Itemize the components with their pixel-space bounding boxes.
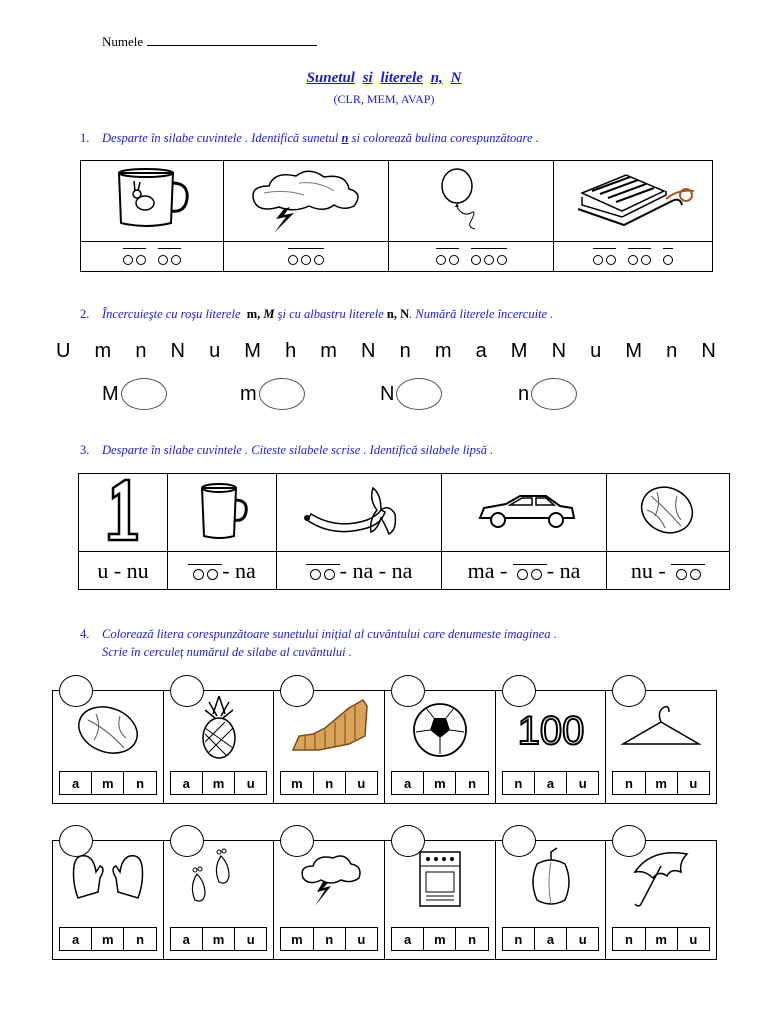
- picture-cell: [606, 841, 716, 959]
- picture-cell: [224, 161, 389, 242]
- sequence-letter[interactable]: N: [701, 340, 716, 362]
- walnut-icon: [607, 474, 729, 546]
- letter-choices: [391, 771, 489, 795]
- syllable-line[interactable]: [436, 248, 459, 249]
- sequence-letter[interactable]: M: [510, 340, 528, 362]
- letter-choice[interactable]: m: [203, 772, 235, 794]
- title-word: n,: [430, 70, 443, 86]
- syllable-slot: [188, 564, 222, 580]
- exercise-number: 2.: [80, 307, 90, 321]
- syllable-line[interactable]: [123, 248, 146, 249]
- picture-cell: [385, 691, 496, 803]
- letter-choice[interactable]: m: [92, 928, 124, 950]
- syllable-slot: [158, 248, 181, 265]
- letter-choices: [502, 927, 600, 951]
- letter-choice[interactable]: a: [60, 928, 92, 950]
- letter-choice[interactable]: a: [171, 772, 203, 794]
- count-oval[interactable]: [121, 378, 167, 410]
- car-icon: [442, 474, 606, 546]
- exercise-4-row-1: [52, 690, 717, 804]
- letter-choice[interactable]: m: [281, 928, 313, 950]
- sequence-letter[interactable]: N: [170, 340, 185, 362]
- sequence-letter[interactable]: u: [209, 340, 221, 362]
- syllable-text-cell: [168, 552, 277, 590]
- syllable-slot: [663, 248, 673, 265]
- target-letter: m,: [246, 307, 261, 321]
- sequence-letter[interactable]: n: [135, 340, 147, 362]
- letter-choice[interactable]: m: [281, 772, 313, 794]
- mug-icon: [81, 161, 223, 236]
- syllable-line[interactable]: [158, 248, 181, 249]
- picture-cell: [277, 474, 442, 552]
- exercise-2-instruction: [80, 307, 553, 322]
- letter-choice[interactable]: m: [646, 928, 678, 950]
- letter-choice[interactable]: u: [246, 775, 255, 791]
- sound-dot[interactable]: [158, 255, 168, 265]
- syllable-text: - na: [222, 557, 256, 583]
- sound-dot[interactable]: [171, 255, 181, 265]
- picture-cell: [496, 841, 607, 959]
- sound-dot[interactable]: [497, 255, 507, 265]
- page-title: [0, 70, 768, 87]
- syllable-slot: [306, 564, 340, 580]
- letter-choice[interactable]: n: [613, 928, 645, 950]
- syllable-text: u - nu: [97, 557, 149, 583]
- number-100-icon: [501, 692, 601, 762]
- syllable-text: nu -: [630, 557, 666, 583]
- letter-choice[interactable]: n: [136, 775, 145, 791]
- number-100-label: 100: [517, 709, 584, 753]
- letter-choice[interactable]: m: [203, 928, 235, 950]
- sequence-letter[interactable]: n: [399, 340, 411, 362]
- syllable-slot: [513, 564, 547, 580]
- footprints-icon: [169, 842, 269, 912]
- syllable-text: - na - na: [339, 557, 413, 583]
- picture-cell: [168, 474, 277, 552]
- picture-cell: [79, 474, 168, 552]
- count-label: m: [240, 382, 257, 405]
- syllable-text-cell: [442, 552, 607, 590]
- exercise-number: 1.: [80, 131, 90, 145]
- syllable-cell: [389, 242, 554, 272]
- exercise-3-table: [78, 473, 730, 590]
- sound-dot[interactable]: [136, 255, 146, 265]
- pan-flute-icon: [279, 692, 379, 762]
- letter-choices: [170, 771, 268, 795]
- picture-cell: [164, 841, 275, 959]
- page-subtitle: (CLR, MEM, AVAP): [333, 92, 435, 106]
- umbrella-icon: [611, 842, 711, 912]
- letter-choice[interactable]: a: [535, 928, 567, 950]
- sound-dot[interactable]: [663, 255, 673, 265]
- exercise-1-table: [80, 160, 713, 272]
- title-word: si: [362, 70, 373, 86]
- sound-dot[interactable]: [288, 255, 298, 265]
- syllable-slots: [554, 248, 712, 265]
- exercise-number: 4.: [80, 627, 90, 641]
- sound-dot[interactable]: [471, 255, 481, 265]
- picture-cell: [442, 474, 607, 552]
- syllable-text: ma -: [467, 557, 508, 583]
- sequence-letter[interactable]: u: [590, 340, 602, 362]
- syllable-slot: [288, 248, 324, 265]
- sequence-letter[interactable]: h: [285, 340, 297, 362]
- sound-dot[interactable]: [593, 255, 603, 265]
- letter-choice[interactable]: u: [689, 931, 698, 947]
- instruction-text: Încercuieşte cu roşu literele: [102, 307, 241, 321]
- count-label: n: [518, 382, 530, 405]
- syllable-line[interactable]: [663, 248, 673, 249]
- picture-cell: [385, 841, 496, 959]
- title-word: N: [450, 70, 462, 86]
- balloon-icon: [389, 161, 553, 236]
- syllable-text-cell: [79, 552, 168, 590]
- syllable-slots: [224, 248, 388, 265]
- letter-choice[interactable]: a: [535, 772, 567, 794]
- exercise-4-instruction: [80, 627, 557, 642]
- sequence-letter[interactable]: m: [434, 340, 452, 362]
- syllable-slots: [81, 248, 223, 265]
- mittens-icon: [58, 842, 158, 912]
- banana-icon: [277, 474, 441, 546]
- letter-choice[interactable]: n: [468, 931, 477, 947]
- syllable-text-cell: [277, 552, 442, 590]
- count-label: M: [102, 382, 119, 405]
- sequence-letter[interactable]: M: [625, 340, 642, 362]
- letter-choice[interactable]: u: [578, 931, 587, 947]
- sequence-letter[interactable]: M: [244, 340, 261, 362]
- target-letter: n: [341, 131, 349, 145]
- syllable-text-cell: [607, 552, 730, 590]
- title-word: Sunetul: [306, 70, 355, 86]
- cup-icon: [168, 474, 276, 546]
- picture-cell: [274, 841, 385, 959]
- letter-choice[interactable]: u: [246, 931, 255, 947]
- name-line[interactable]: [147, 44, 317, 46]
- count-label: N: [380, 382, 395, 405]
- picture-cell: [496, 691, 607, 803]
- name-field[interactable]: [102, 34, 317, 50]
- instruction-text: Colorează litera corespunzătoare sunetului inițial al cuvântului care denumeste imaginea .: [102, 627, 557, 641]
- syllable-line[interactable]: [288, 248, 324, 249]
- stove-icon: [390, 842, 490, 912]
- sound-dot[interactable]: [628, 255, 638, 265]
- sound-dot[interactable]: [449, 255, 459, 265]
- letter-choice[interactable]: a: [392, 772, 424, 794]
- letter-choice[interactable]: u: [357, 775, 366, 791]
- letter-choice[interactable]: n: [468, 775, 477, 791]
- count-N: [380, 378, 442, 410]
- storm-cloud-icon: [224, 161, 388, 236]
- letter-choice[interactable]: a: [392, 928, 424, 950]
- picture-cell: [53, 841, 164, 959]
- letter-choice[interactable]: u: [689, 775, 698, 791]
- sequence-letter[interactable]: N: [551, 340, 567, 362]
- syllable-slot: [671, 564, 705, 580]
- sequence-letter[interactable]: m: [94, 340, 112, 362]
- sequence-letter[interactable]: m: [320, 340, 337, 362]
- name-label: Numele: [102, 34, 144, 49]
- walnut-icon: [58, 692, 158, 762]
- exercise-4-instruction-2: Scrie în cerculeț numărul de silabe al cuvântului .: [102, 645, 352, 659]
- picture-cell: [607, 474, 730, 552]
- syllable-line[interactable]: [628, 248, 651, 249]
- storm-cloud-icon: [279, 842, 379, 912]
- exercise-4-row-2: [52, 840, 717, 960]
- exercise-number: 3.: [80, 443, 90, 457]
- sound-dot[interactable]: [641, 255, 651, 265]
- target-letter: M: [263, 307, 275, 321]
- letter-choice[interactable]: n: [503, 772, 535, 794]
- pepper-icon: [501, 842, 601, 912]
- letter-choice[interactable]: a: [60, 772, 92, 794]
- count-oval[interactable]: [259, 378, 305, 410]
- letter-choices: [612, 927, 710, 951]
- sled-icon: [554, 161, 712, 236]
- letter-choice[interactable]: n: [613, 772, 645, 794]
- sequence-letter[interactable]: a: [475, 340, 487, 362]
- sound-dot[interactable]: [484, 255, 494, 265]
- syllable-slot: [593, 248, 616, 265]
- count-m: [240, 378, 305, 410]
- instruction-text: si colorează bulina corespunzătoare .: [351, 131, 539, 145]
- sequence-letter[interactable]: N: [361, 340, 376, 362]
- letter-choice[interactable]: m: [92, 772, 124, 794]
- letter-sequence: [56, 340, 716, 363]
- count-M: [102, 378, 167, 410]
- sound-dot[interactable]: [301, 255, 311, 265]
- letter-choices: [391, 927, 489, 951]
- sound-dot[interactable]: [314, 255, 324, 265]
- syllable-slot: [628, 248, 651, 265]
- picture-cell: [554, 161, 713, 242]
- letter-choice[interactable]: n: [136, 931, 145, 947]
- sound-dot[interactable]: [123, 255, 133, 265]
- instruction-text: şi cu albastru literele: [277, 307, 384, 321]
- count-oval[interactable]: [396, 378, 442, 410]
- letter-choice[interactable]: m: [646, 772, 678, 794]
- letter-choices: [59, 771, 157, 795]
- syllable-text: - na: [546, 557, 581, 583]
- title-word: literele: [380, 70, 423, 86]
- syllable-line[interactable]: [471, 248, 507, 249]
- picture-cell: [606, 691, 716, 803]
- picture-cell: [389, 161, 554, 242]
- target-letter: n, N: [386, 307, 410, 321]
- sequence-letter[interactable]: U: [56, 340, 71, 362]
- sequence-letter[interactable]: n: [666, 340, 678, 362]
- exercise-3-instruction: [80, 443, 493, 458]
- letter-choice[interactable]: a: [171, 928, 203, 950]
- letter-choice[interactable]: n: [314, 772, 346, 794]
- syllable-slot: [123, 248, 146, 265]
- letter-choice[interactable]: m: [424, 772, 456, 794]
- ball-icon: [390, 692, 490, 762]
- instruction-text: Desparte în silabe cuvintele . Identifică sunetul: [102, 131, 339, 145]
- syllable-cell: [224, 242, 389, 272]
- letter-choices: [612, 771, 710, 795]
- letter-choice[interactable]: m: [424, 928, 456, 950]
- letter-choices: [502, 771, 600, 795]
- letter-choices: [59, 927, 157, 951]
- letter-choice[interactable]: u: [357, 931, 366, 947]
- syllable-cell: [554, 242, 713, 272]
- picture-cell: [274, 691, 385, 803]
- syllable-line[interactable]: [593, 248, 616, 249]
- syllable-cell: [81, 242, 224, 272]
- instruction-text: . Numără literele încercuite .: [409, 307, 554, 321]
- syllable-slot: [436, 248, 459, 265]
- hanger-icon: [611, 692, 711, 762]
- picture-cell: [164, 691, 275, 803]
- sound-dot[interactable]: [606, 255, 616, 265]
- instruction-text: Desparte în silabe cuvintele . Citeste silabele scrise . Identifică silabele lipsă .: [102, 443, 494, 457]
- exercise-1-instruction: [80, 131, 539, 146]
- number-one-icon: [79, 474, 167, 546]
- picture-cell: [53, 691, 164, 803]
- count-oval[interactable]: [531, 378, 577, 410]
- letter-choices: [280, 927, 378, 951]
- letter-choice[interactable]: n: [314, 928, 346, 950]
- pineapple-icon: [169, 692, 269, 762]
- picture-cell: [81, 161, 224, 242]
- letter-choices: [280, 771, 378, 795]
- syllable-slots: [389, 248, 553, 265]
- sound-dot[interactable]: [436, 255, 446, 265]
- syllable-slot: [471, 248, 507, 265]
- letter-choice[interactable]: n: [503, 928, 535, 950]
- letter-choices: [170, 927, 268, 951]
- count-n: [518, 378, 577, 410]
- letter-choice[interactable]: u: [578, 775, 587, 791]
